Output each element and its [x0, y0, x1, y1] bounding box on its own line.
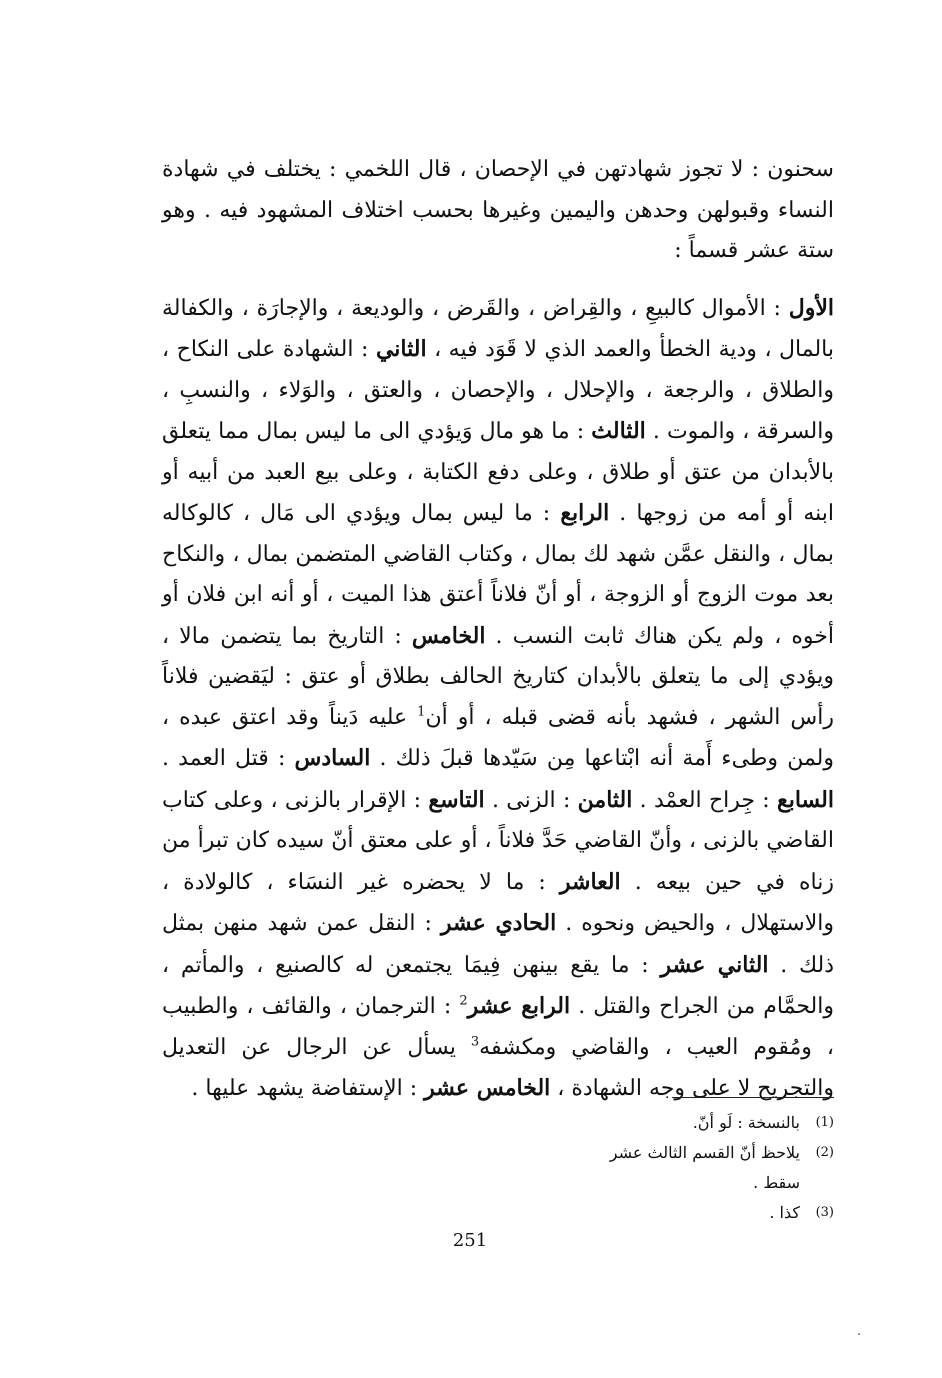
heading-second: الثاني	[375, 336, 427, 362]
text-eleventh: : النقل عمن شهد منهن بمثل ذلك .	[162, 911, 835, 978]
heading-ninth: التاسع	[428, 786, 485, 813]
heading-eleventh: الحادي عشر	[440, 910, 557, 936]
footnote-item	[580, 1108, 834, 1138]
page-number: 251	[452, 1230, 488, 1251]
footnote-text: كذا .	[769, 1203, 800, 1222]
heading-fifteenth: الخامس عشر	[424, 1075, 551, 1101]
text-fifth-b: عليه دَيناً وقد اعتق عبده ، ولمن وطىء أَمة أنه ابْتاعها مِن سَيّدها قبلَ ذلك .	[162, 704, 834, 771]
footnote-divider	[672, 1097, 834, 1098]
text-fifth-a: : التاريخ بما يتضمن مالا ، ويؤدي إلى ما يتعلق بالأبدان كتاريخ الحالف بطلاق أو عتق : ليَقضين فلاناً رأس الشهر ، فشهد بأنه قضى قبله ، أو أن	[162, 623, 835, 730]
text-first: : الأموال كالبيعِ ، والقِراض ، والقَرض ، والوديعة ، والإجارَة ، والكفالة بالمال ، ودية الخطأ والعمد الذي لا قَوَد فيه ،	[162, 295, 834, 362]
footnote-number: (3)	[815, 1205, 834, 1220]
text-fourteenth-b: يسأل عن الرجال عن التعديل والتجريح لا على وجه الشهادة ،	[162, 1034, 834, 1101]
heading-tenth: العاشر	[559, 868, 621, 895]
heading-eighth: الثامن	[577, 786, 633, 813]
footnote-ref-2: 2	[459, 993, 468, 1009]
main-text	[162, 150, 834, 1110]
text-tenth: : ما لا يحضره غير النسَاء ، كالولادة ، والاستهلال ، والحيض ونحوه .	[162, 869, 834, 936]
paragraph-gap	[162, 272, 834, 288]
heading-fifth: الخامس	[411, 622, 486, 649]
text-third: : ما هو مال وَيؤدي الى ما ليس بمال مما يتعلق بالأبدان من عتق أو طلاق ، وعلى دفع الكتابة ، وعلى بيع العبد من أبيه أو ابنه أو أمه من زوجها .	[162, 419, 835, 526]
footnote-ref-1: 1	[417, 704, 426, 720]
text-sixth: : قتل العمد .	[162, 746, 295, 771]
heading-third: الثالث	[591, 418, 646, 444]
footnote-ref-3: 3	[470, 1034, 480, 1050]
heading-sixth: السادس	[294, 745, 371, 771]
paragraph-categories	[162, 288, 834, 1110]
text-eighth: : الزنى .	[484, 787, 578, 813]
footnote-item	[580, 1138, 834, 1198]
heading-twelfth: الثاني عشر	[660, 951, 769, 978]
text-fifteenth: : الإستفاضة يشهد عليها .	[191, 1076, 425, 1101]
heading-fourteenth: الرابع عشر	[467, 993, 571, 1019]
heading-fourth: الرابع	[560, 500, 610, 526]
scan-speck	[858, 1333, 860, 1335]
text-fourth: : ما ليس بمال ويؤدي الى مَال ، كالوكاله بمال ، والنقل عمَّن شهد لك بمال ، وكتاب القاضي المتضمن بمال ، والنكاح بعد موت الزوج أو الزوجة ، أو أنّ فلاناً أعتق هذا الميت ، أو أنه ابن فلان أو أخوه ، ولم يكن هناك ثابت النسب .	[162, 501, 834, 649]
footnote-item	[580, 1198, 834, 1228]
footnote-text: يلاحظ أنّ القسم الثالث عشر سقط .	[609, 1143, 800, 1192]
heading-seventh: السابع	[777, 786, 834, 813]
footnote-text: بالنسخة : لَو أنّ.	[692, 1113, 800, 1132]
text-fourteenth-a: : الترجمان ، والقائف ، والطبيب ، ومُقوم العيب ، والقاضي ومكشفه	[162, 994, 834, 1060]
footnote-number: (1)	[815, 1115, 834, 1130]
text-ninth: : الإقرار بالزنى ، وعلى كتاب القاضي بالزنى ، وأنّ القاضي حَدَّ فلاناً ، أو على معتق أنّ سيده كان تبرأ من زناه في حين بيعه .	[162, 787, 834, 895]
paragraph-intro: سحنون : لا تجوز شهادتهن في الإحصان ، قال اللخمي : يختلف في شهادة النساء وقبولهن وحدهن واليمين وغيرها بحسب اختلاف المشهود فيه . وهو ستة عشر قسماً :	[162, 157, 834, 263]
heading-first: الأول	[788, 294, 834, 321]
text-second: : الشهادة على النكاح ، والطلاق ، والرجعة ، والإحلال ، والإحصان ، والعتق ، والوَلاء ، والنسبِ ، والسرقة ، والموت .	[162, 337, 834, 444]
footnote-number: (2)	[815, 1145, 834, 1160]
text-seventh: : جِراح العمْد .	[632, 787, 777, 813]
footnotes	[580, 1108, 834, 1228]
text-twelfth: : ما يقع بينهن فِيمَا يجتمعن له كالصنيع ، والمأتم ، والحمَّام من الجراح والقتل .	[162, 952, 834, 1019]
